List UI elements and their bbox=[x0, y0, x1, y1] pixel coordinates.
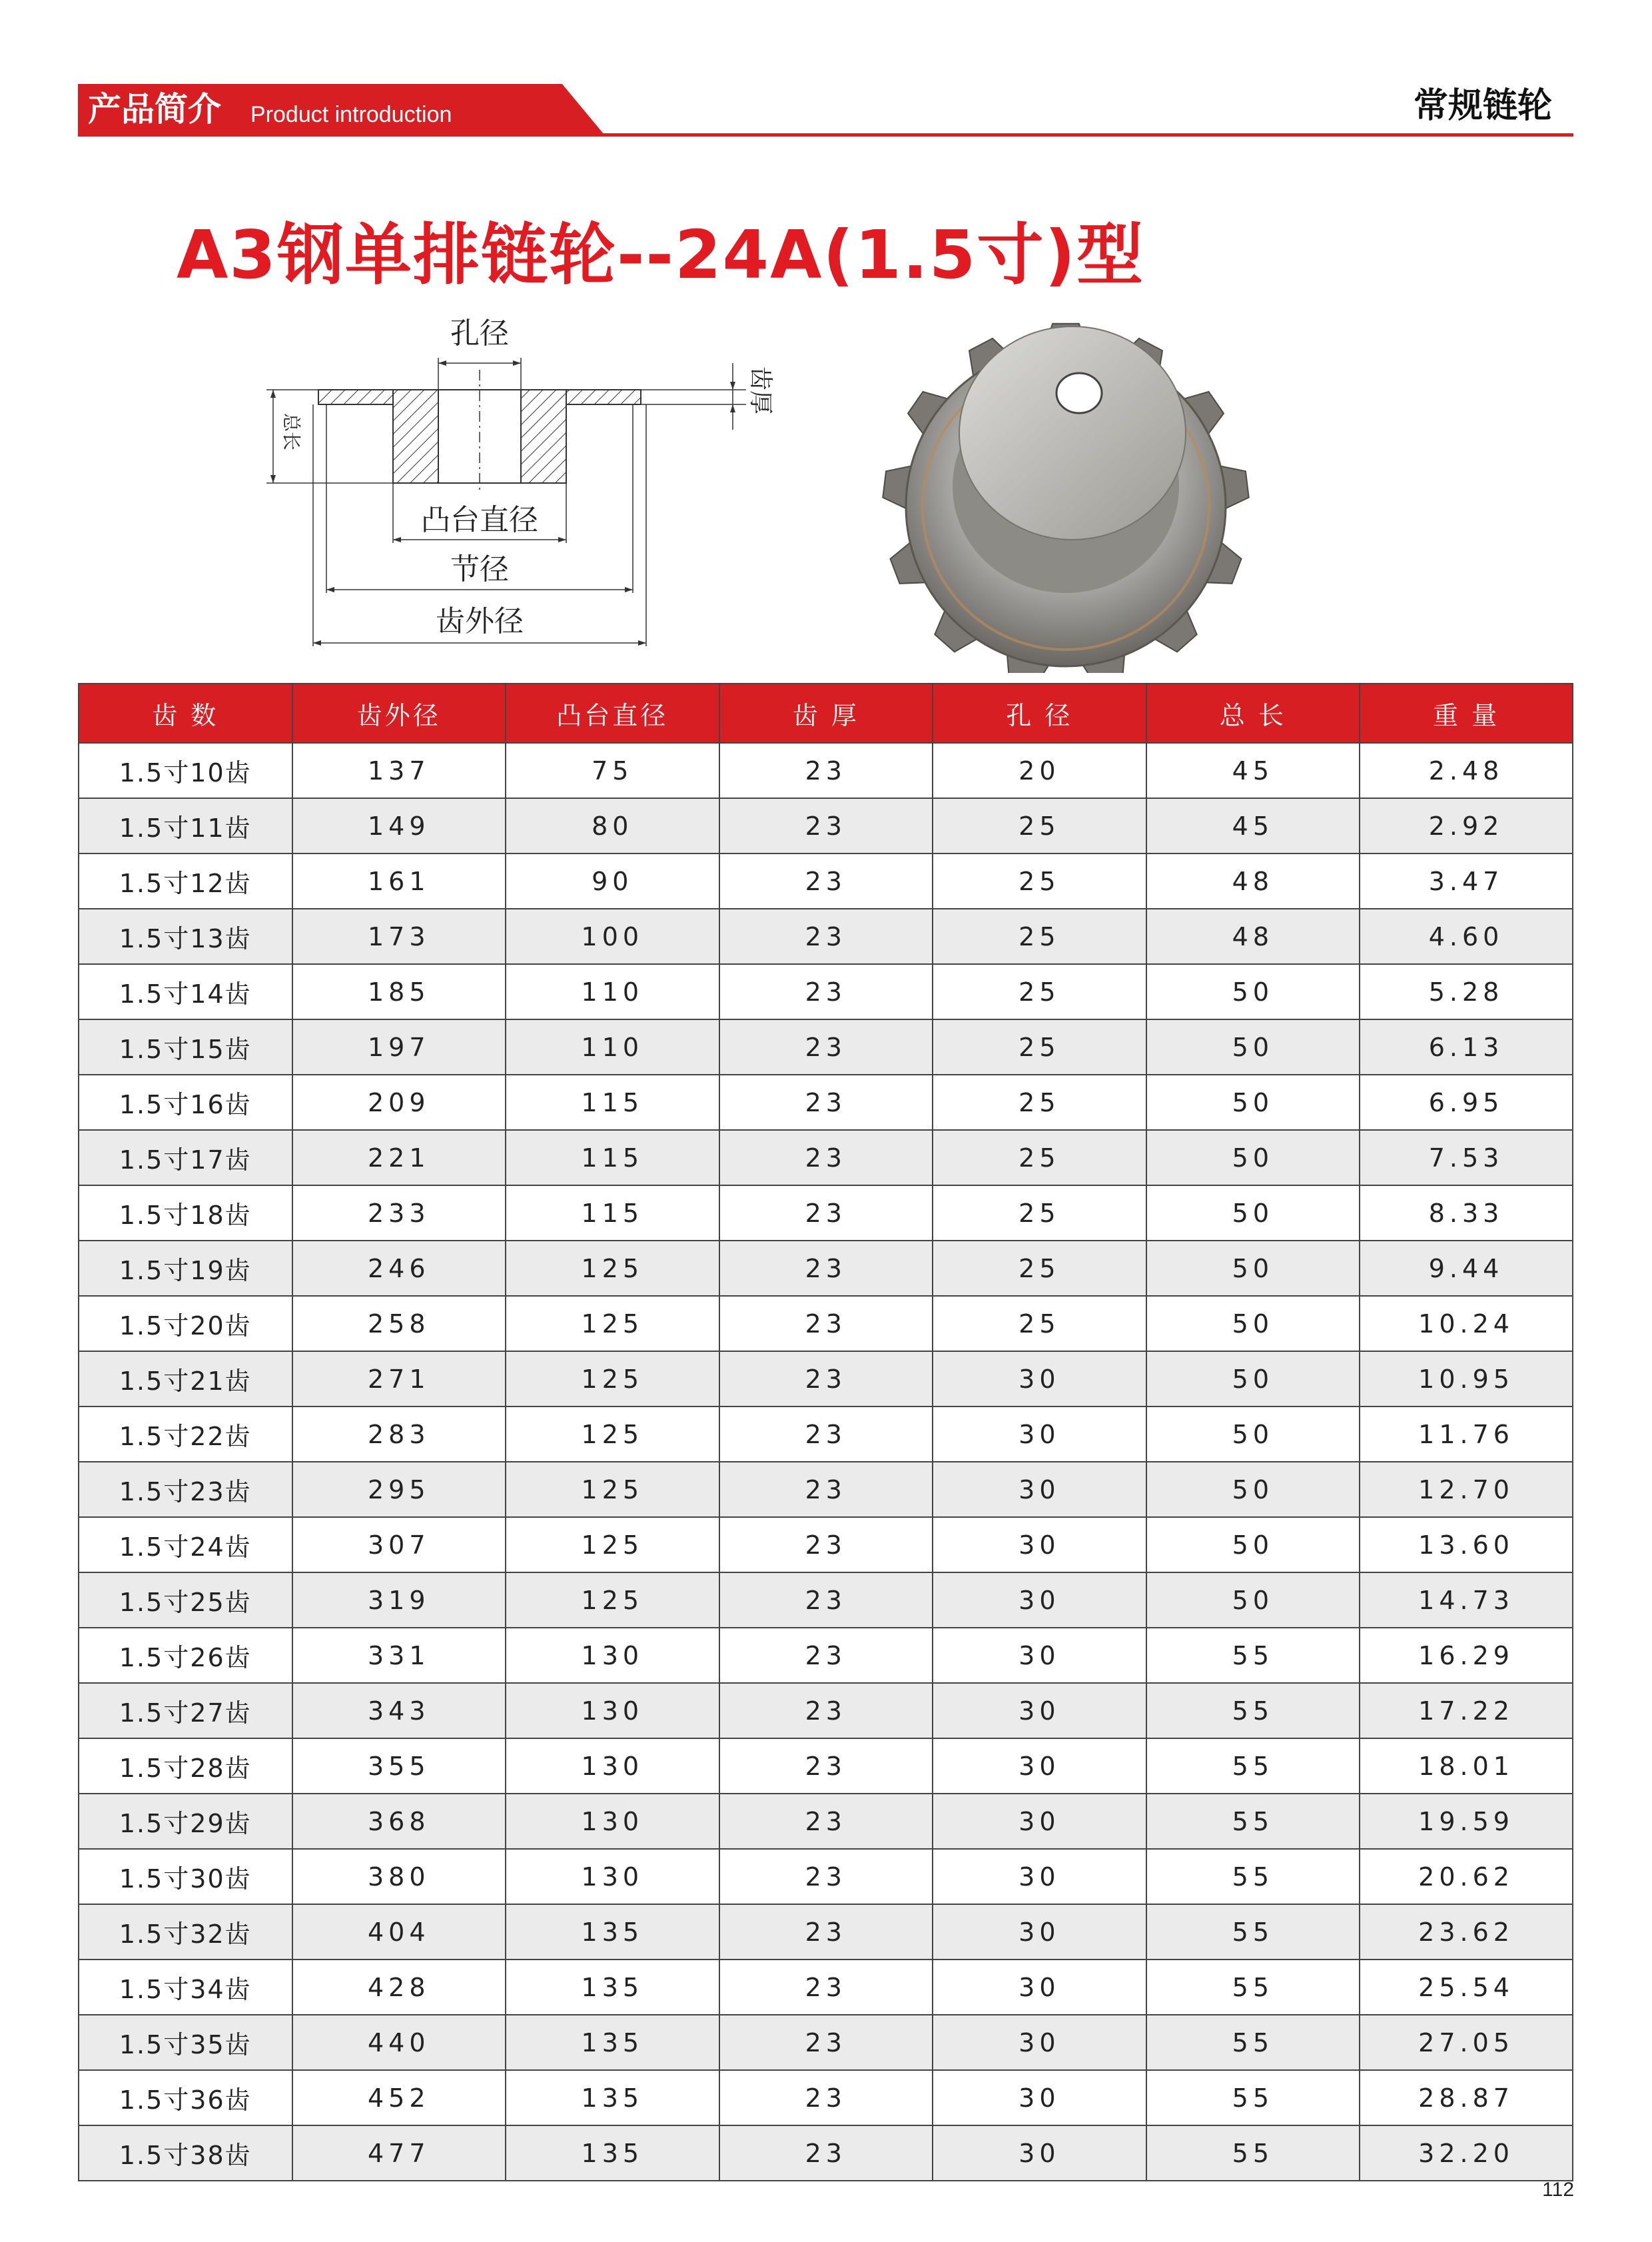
table-cell: 115 bbox=[506, 1185, 719, 1241]
table-cell: 319 bbox=[292, 1572, 506, 1628]
table-cell: 18.01 bbox=[1360, 1738, 1573, 1794]
table-cell: 1.5寸17齿 bbox=[79, 1130, 292, 1185]
table-cell: 2.92 bbox=[1360, 798, 1573, 853]
table-cell: 50 bbox=[1146, 1185, 1360, 1241]
outer-diameter-label: 齿外径 bbox=[436, 604, 524, 638]
table-cell: 25 bbox=[933, 1019, 1146, 1075]
table-cell: 380 bbox=[292, 1849, 506, 1904]
table-cell: 23 bbox=[719, 1019, 933, 1075]
table-cell: 1.5寸23齿 bbox=[79, 1462, 292, 1517]
table-row bbox=[79, 909, 1573, 964]
table-row bbox=[79, 2125, 1573, 2181]
table-cell: 23 bbox=[719, 1130, 933, 1185]
table-cell: 135 bbox=[506, 2015, 719, 2070]
table-row bbox=[79, 1351, 1573, 1406]
table-cell: 55 bbox=[1146, 1849, 1360, 1904]
table-cell: 30 bbox=[933, 1517, 1146, 1572]
table-cell: 11.76 bbox=[1360, 1406, 1573, 1462]
table-cell: 2.48 bbox=[1360, 743, 1573, 798]
table-cell: 246 bbox=[292, 1241, 506, 1296]
table-cell: 23 bbox=[719, 909, 933, 964]
header-bore: 孔 径 bbox=[933, 684, 1146, 743]
table-cell: 30 bbox=[933, 1683, 1146, 1738]
hub-diameter-label: 凸台直径 bbox=[421, 503, 538, 537]
table-row bbox=[79, 1517, 1573, 1572]
table-cell: 25 bbox=[933, 909, 1146, 964]
table-cell: 440 bbox=[292, 2015, 506, 2070]
table-row bbox=[79, 1904, 1573, 1960]
table-cell: 30 bbox=[933, 2070, 1146, 2125]
table-cell: 368 bbox=[292, 1794, 506, 1849]
table-cell: 1.5寸13齿 bbox=[79, 909, 292, 964]
table-cell: 1.5寸30齿 bbox=[79, 1849, 292, 1904]
table-cell: 48 bbox=[1146, 909, 1360, 964]
table-cell: 307 bbox=[292, 1517, 506, 1572]
table-cell: 258 bbox=[292, 1296, 506, 1351]
table-cell: 23 bbox=[719, 1462, 933, 1517]
pitch-diameter-label: 节径 bbox=[450, 552, 509, 586]
table-row bbox=[79, 743, 1573, 798]
page-title: A3钢单排链轮--24A(1.5寸)型 bbox=[177, 216, 1145, 294]
table-cell: 30 bbox=[933, 1960, 1146, 2015]
table-cell: 20 bbox=[933, 743, 1146, 798]
table-cell: 1.5寸11齿 bbox=[79, 798, 292, 853]
table-cell: 30 bbox=[933, 2015, 1146, 2070]
table-cell: 1.5寸32齿 bbox=[79, 1904, 292, 1960]
table-cell: 50 bbox=[1146, 1075, 1360, 1130]
table-cell: 30 bbox=[933, 2125, 1146, 2181]
table-cell: 1.5寸16齿 bbox=[79, 1075, 292, 1130]
table-cell: 23 bbox=[719, 1241, 933, 1296]
table-cell: 55 bbox=[1146, 2125, 1360, 2181]
table-cell: 1.5寸35齿 bbox=[79, 2015, 292, 2070]
table-cell: 25 bbox=[933, 1185, 1146, 1241]
table-cell: 45 bbox=[1146, 743, 1360, 798]
table-cell: 50 bbox=[1146, 1019, 1360, 1075]
table-cell: 3.47 bbox=[1360, 853, 1573, 909]
table-row bbox=[79, 1960, 1573, 2015]
table-row bbox=[79, 1738, 1573, 1794]
table-cell: 50 bbox=[1146, 1462, 1360, 1517]
table-cell: 55 bbox=[1146, 1794, 1360, 1849]
table-cell: 355 bbox=[292, 1738, 506, 1794]
header-hub-diameter: 凸台直径 bbox=[506, 684, 719, 743]
table-cell: 135 bbox=[506, 1904, 719, 1960]
category-label: 常规链轮 bbox=[1413, 86, 1552, 126]
table-cell: 13.60 bbox=[1360, 1517, 1573, 1572]
table-cell: 6.95 bbox=[1360, 1075, 1573, 1130]
page-number: 112 bbox=[1542, 2179, 1574, 2201]
table-cell: 135 bbox=[506, 2125, 719, 2181]
table-header-row bbox=[79, 684, 1573, 743]
table-cell: 30 bbox=[933, 1628, 1146, 1683]
table-cell: 115 bbox=[506, 1130, 719, 1185]
table-cell: 23 bbox=[719, 798, 933, 853]
table-cell: 50 bbox=[1146, 1241, 1360, 1296]
table-cell: 25 bbox=[933, 1241, 1146, 1296]
table-cell: 20.62 bbox=[1360, 1849, 1573, 1904]
table-cell: 6.13 bbox=[1360, 1019, 1573, 1075]
tooth-thickness-label: 齿厚 bbox=[747, 366, 774, 415]
table-cell: 25 bbox=[933, 853, 1146, 909]
table-cell: 1.5寸25齿 bbox=[79, 1572, 292, 1628]
table-cell: 1.5寸15齿 bbox=[79, 1019, 292, 1075]
table-cell: 30 bbox=[933, 1351, 1146, 1406]
table-cell: 55 bbox=[1146, 2015, 1360, 2070]
table-cell: 75 bbox=[506, 743, 719, 798]
table-cell: 30 bbox=[933, 1794, 1146, 1849]
table-row bbox=[79, 1462, 1573, 1517]
table-row bbox=[79, 1794, 1573, 1849]
table-cell: 110 bbox=[506, 964, 719, 1019]
table-cell: 149 bbox=[292, 798, 506, 853]
table-cell: 32.20 bbox=[1360, 2125, 1573, 2181]
section-title-en: Product introduction bbox=[250, 102, 452, 127]
table-cell: 130 bbox=[506, 1849, 719, 1904]
header-total-length: 总 长 bbox=[1146, 684, 1360, 743]
table-cell: 125 bbox=[506, 1462, 719, 1517]
table-row bbox=[79, 964, 1573, 1019]
table-cell: 110 bbox=[506, 1019, 719, 1075]
table-cell: 283 bbox=[292, 1406, 506, 1462]
sprocket-dimension-diagram bbox=[253, 310, 793, 656]
table-row bbox=[79, 1185, 1573, 1241]
table-cell: 50 bbox=[1146, 1296, 1360, 1351]
table-cell: 19.59 bbox=[1360, 1794, 1573, 1849]
table-cell: 30 bbox=[933, 1406, 1146, 1462]
spec-table bbox=[78, 683, 1573, 2181]
page-header bbox=[0, 0, 1652, 147]
table-cell: 30 bbox=[933, 1572, 1146, 1628]
table-cell: 23 bbox=[719, 1185, 933, 1241]
table-cell: 80 bbox=[506, 798, 719, 853]
table-row bbox=[79, 2015, 1573, 2070]
table-cell: 1.5寸34齿 bbox=[79, 1960, 292, 2015]
table-cell: 9.44 bbox=[1360, 1241, 1573, 1296]
table-cell: 23 bbox=[719, 1628, 933, 1683]
table-cell: 23 bbox=[719, 1351, 933, 1406]
table-cell: 1.5寸10齿 bbox=[79, 743, 292, 798]
table-cell: 23 bbox=[719, 1904, 933, 1960]
table-cell: 23 bbox=[719, 1794, 933, 1849]
table-cell: 7.53 bbox=[1360, 1130, 1573, 1185]
table-cell: 185 bbox=[292, 964, 506, 1019]
table-cell: 161 bbox=[292, 853, 506, 909]
table-cell: 1.5寸14齿 bbox=[79, 964, 292, 1019]
table-cell: 1.5寸18齿 bbox=[79, 1185, 292, 1241]
table-row bbox=[79, 1019, 1573, 1075]
table-cell: 10.24 bbox=[1360, 1296, 1573, 1351]
table-cell: 125 bbox=[506, 1351, 719, 1406]
table-cell: 135 bbox=[506, 2070, 719, 2125]
table-cell: 30 bbox=[933, 1462, 1146, 1517]
table-row bbox=[79, 853, 1573, 909]
table-cell: 1.5寸36齿 bbox=[79, 2070, 292, 2125]
table-cell: 233 bbox=[292, 1185, 506, 1241]
table-cell: 115 bbox=[506, 1075, 719, 1130]
table-cell: 1.5寸20齿 bbox=[79, 1296, 292, 1351]
table-cell: 23 bbox=[719, 1406, 933, 1462]
table-cell: 8.33 bbox=[1360, 1185, 1573, 1241]
table-cell: 45 bbox=[1146, 798, 1360, 853]
table-cell: 14.73 bbox=[1360, 1572, 1573, 1628]
table-cell: 10.95 bbox=[1360, 1351, 1573, 1406]
table-cell: 55 bbox=[1146, 1683, 1360, 1738]
table-cell: 23 bbox=[719, 2015, 933, 2070]
table-cell: 1.5寸28齿 bbox=[79, 1738, 292, 1794]
header-tooth-thickness: 齿 厚 bbox=[719, 684, 933, 743]
section-title-cn: 产品简介 bbox=[88, 90, 221, 129]
table-cell: 28.87 bbox=[1360, 2070, 1573, 2125]
table-cell: 1.5寸26齿 bbox=[79, 1628, 292, 1683]
table-cell: 100 bbox=[506, 909, 719, 964]
table-cell: 137 bbox=[292, 743, 506, 798]
table-cell: 50 bbox=[1146, 1572, 1360, 1628]
table-cell: 428 bbox=[292, 1960, 506, 2015]
table-cell: 23 bbox=[719, 743, 933, 798]
table-cell: 12.70 bbox=[1360, 1462, 1573, 1517]
table-cell: 25 bbox=[933, 964, 1146, 1019]
table-cell: 130 bbox=[506, 1628, 719, 1683]
table-cell: 50 bbox=[1146, 964, 1360, 1019]
table-cell: 4.60 bbox=[1360, 909, 1573, 964]
table-cell: 25 bbox=[933, 1075, 1146, 1130]
table-row bbox=[79, 798, 1573, 853]
table-cell: 125 bbox=[506, 1241, 719, 1296]
table-cell: 30 bbox=[933, 1738, 1146, 1794]
table-row bbox=[79, 2070, 1573, 2125]
table-cell: 1.5寸27齿 bbox=[79, 1683, 292, 1738]
table-cell: 50 bbox=[1146, 1130, 1360, 1185]
header-outer-diameter: 齿外径 bbox=[292, 684, 506, 743]
table-cell: 55 bbox=[1146, 2070, 1360, 2125]
table-cell: 50 bbox=[1146, 1517, 1360, 1572]
table-cell: 1.5寸22齿 bbox=[79, 1406, 292, 1462]
table-cell: 130 bbox=[506, 1738, 719, 1794]
table-cell: 209 bbox=[292, 1075, 506, 1130]
table-cell: 452 bbox=[292, 2070, 506, 2125]
table-row bbox=[79, 1683, 1573, 1738]
table-row bbox=[79, 1130, 1573, 1185]
table-cell: 125 bbox=[506, 1406, 719, 1462]
table-cell: 135 bbox=[506, 1960, 719, 2015]
table-cell: 343 bbox=[292, 1683, 506, 1738]
table-cell: 55 bbox=[1146, 1628, 1360, 1683]
table-cell: 173 bbox=[292, 909, 506, 964]
table-row bbox=[79, 1075, 1573, 1130]
table-row bbox=[79, 1406, 1573, 1462]
table-cell: 23 bbox=[719, 853, 933, 909]
header-teeth: 齿 数 bbox=[79, 684, 292, 743]
table-cell: 55 bbox=[1146, 1904, 1360, 1960]
table-cell: 23 bbox=[719, 1572, 933, 1628]
table-cell: 30 bbox=[933, 1904, 1146, 1960]
table-cell: 25.54 bbox=[1360, 1960, 1573, 2015]
table-cell: 125 bbox=[506, 1572, 719, 1628]
table-row bbox=[79, 1296, 1573, 1351]
table-cell: 23 bbox=[719, 1960, 933, 2015]
table-cell: 295 bbox=[292, 1462, 506, 1517]
table-cell: 1.5寸24齿 bbox=[79, 1517, 292, 1572]
header-rule bbox=[78, 133, 1573, 137]
table-cell: 50 bbox=[1146, 1406, 1360, 1462]
table-row bbox=[79, 1628, 1573, 1683]
table-cell: 55 bbox=[1146, 1738, 1360, 1794]
table-row bbox=[79, 1241, 1573, 1296]
table-cell: 23 bbox=[719, 1683, 933, 1738]
table-cell: 23 bbox=[719, 2125, 933, 2181]
table-cell: 1.5寸12齿 bbox=[79, 853, 292, 909]
table-cell: 27.05 bbox=[1360, 2015, 1573, 2070]
table-cell: 25 bbox=[933, 1130, 1146, 1185]
table-cell: 1.5寸29齿 bbox=[79, 1794, 292, 1849]
header-weight: 重 量 bbox=[1360, 684, 1573, 743]
table-row bbox=[79, 1849, 1573, 1904]
table-cell: 23 bbox=[719, 1738, 933, 1794]
table-cell: 23.62 bbox=[1360, 1904, 1573, 1960]
table-cell: 23 bbox=[719, 964, 933, 1019]
table-cell: 1.5寸38齿 bbox=[79, 2125, 292, 2181]
table-cell: 48 bbox=[1146, 853, 1360, 909]
table-cell: 5.28 bbox=[1360, 964, 1573, 1019]
table-cell: 23 bbox=[719, 1849, 933, 1904]
table-cell: 271 bbox=[292, 1351, 506, 1406]
table-cell: 30 bbox=[933, 1849, 1146, 1904]
sprocket-photo bbox=[846, 313, 1306, 673]
table-cell: 55 bbox=[1146, 1960, 1360, 2015]
table-cell: 1.5寸19齿 bbox=[79, 1241, 292, 1296]
bore-label: 孔径 bbox=[450, 316, 509, 350]
table-cell: 331 bbox=[292, 1628, 506, 1683]
table-cell: 50 bbox=[1146, 1351, 1360, 1406]
table-cell: 17.22 bbox=[1360, 1683, 1573, 1738]
table-row bbox=[79, 1572, 1573, 1628]
table-cell: 1.5寸21齿 bbox=[79, 1351, 292, 1406]
table-cell: 125 bbox=[506, 1517, 719, 1572]
table-cell: 25 bbox=[933, 1296, 1146, 1351]
table-cell: 221 bbox=[292, 1130, 506, 1185]
table-cell: 130 bbox=[506, 1794, 719, 1849]
table-cell: 197 bbox=[292, 1019, 506, 1075]
table-cell: 404 bbox=[292, 1904, 506, 1960]
table-cell: 23 bbox=[719, 1075, 933, 1130]
total-length-label: 总长 bbox=[280, 413, 302, 451]
table-cell: 130 bbox=[506, 1683, 719, 1738]
table-cell: 125 bbox=[506, 1296, 719, 1351]
table-cell: 23 bbox=[719, 2070, 933, 2125]
table-cell: 25 bbox=[933, 798, 1146, 853]
table-cell: 90 bbox=[506, 853, 719, 909]
table-cell: 23 bbox=[719, 1517, 933, 1572]
table-cell: 16.29 bbox=[1360, 1628, 1573, 1683]
table-cell: 477 bbox=[292, 2125, 506, 2181]
table-cell: 23 bbox=[719, 1296, 933, 1351]
